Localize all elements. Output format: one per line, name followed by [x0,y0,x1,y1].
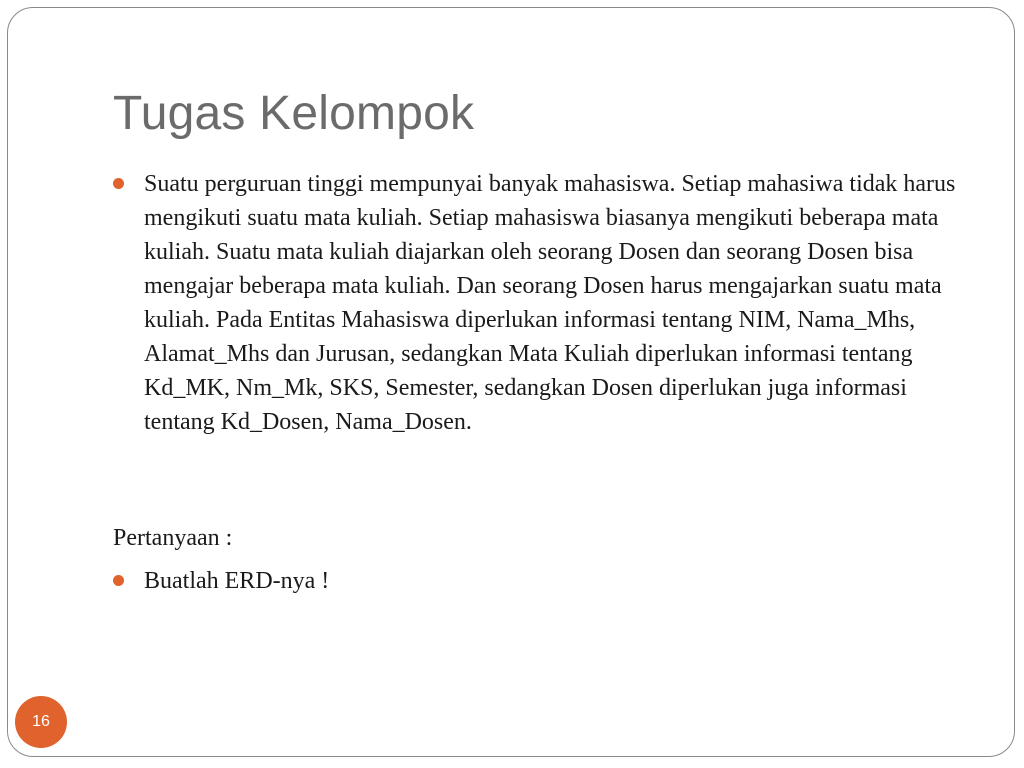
page-number-badge: 16 [15,696,67,748]
bullet-item-case-description: Suatu perguruan tinggi mempunyai banyak mahasiswa. Setiap mahasiwa tidak harus mengikuti suatu mata kuliah. Setiap mahasiswa biasanya mengikuti beberapa mata kuliah. Suatu mata kuliah diajarkan oleh seorang Dosen dan seorang Dosen bisa mengajar beberapa mata kuliah. Dan seorang Dosen harus mengajarkan suatu mata kuliah. Pada Entitas Mahasiswa diperlukan informasi tentang NIM, Nama_Mhs, Alamat_Mhs dan Jurusan, sedangkan Mata Kuliah diperlukan informasi tentang Kd_MK, Nm_Mk, SKS, Semester, sedangkan Dosen diperlukan juga informasi tentang Kd_Dosen, Nama_Dosen. [144,171,956,435]
bullet-dot-icon [113,178,124,189]
question-label: Pertanyaan : [113,525,233,551]
bullet-item-task: Buatlah ERD-nya ! [144,568,330,594]
bullet-dot-icon [113,575,124,586]
slide-title: Tugas Kelompok [113,87,475,140]
